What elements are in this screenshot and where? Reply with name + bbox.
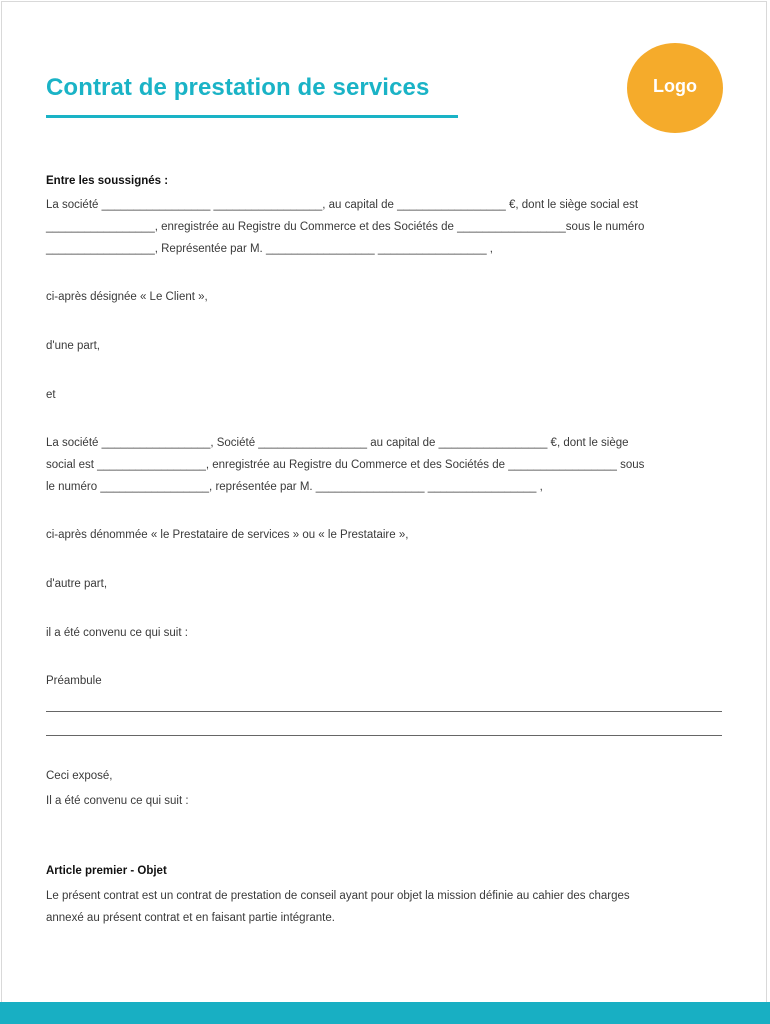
and-text: et: [46, 389, 56, 401]
agreed-text: il a été convenu ce qui suit :: [46, 627, 188, 639]
client-designation: ci-après désignée « Le Client »,: [46, 291, 208, 303]
provider-designation: ci-après dénommée « le Prestataire de services » ou « le Prestataire »,: [46, 529, 409, 541]
preamble-label: Préambule: [46, 675, 102, 687]
provider-line-2: social est _________________, enregistrée au Registre du Commerce et des Sociétés de _________________ sous: [46, 459, 645, 471]
article1-line-2: annexé au présent contrat et en faisant partie intégrante.: [46, 912, 335, 924]
exposed-line-2: Il a été convenu ce qui suit :: [46, 795, 189, 807]
footer-bar: [0, 1002, 770, 1024]
one-part: d'une part,: [46, 340, 100, 352]
parties-heading: Entre les soussignés :: [46, 175, 169, 187]
logo-placeholder: [627, 43, 723, 133]
client-line-2: _________________, enregistrée au Registre du Commerce et des Sociétés de _________________sous le numéro: [46, 221, 645, 233]
article1-heading: Article premier - Objet: [46, 865, 167, 877]
provider-line-3: le numéro _________________, représentée par M. _________________ _________________ ,: [46, 481, 543, 493]
preamble-blank-line-2: [46, 735, 722, 736]
logo-label: Logo: [653, 75, 697, 96]
title-underline: [46, 115, 458, 118]
provider-line-1: La société _________________, Société _________________ au capital de _________________ €, dont le siège: [46, 437, 629, 449]
document-title: Contrat de prestation de services: [46, 74, 430, 101]
article1-line-1: Le présent contrat est un contrat de prestation de conseil ayant pour objet la mission définie au cahier des charges: [46, 890, 630, 902]
client-line-1: La société _________________ _________________, au capital de _________________ €, dont le siège social est: [46, 199, 639, 211]
other-part: d'autre part,: [46, 578, 108, 590]
client-line-3: _________________, Représentée par M. _________________ _________________ ,: [46, 243, 493, 255]
preamble-blank-line-1: [46, 711, 722, 712]
exposed-line-1: Ceci exposé,: [46, 770, 113, 782]
